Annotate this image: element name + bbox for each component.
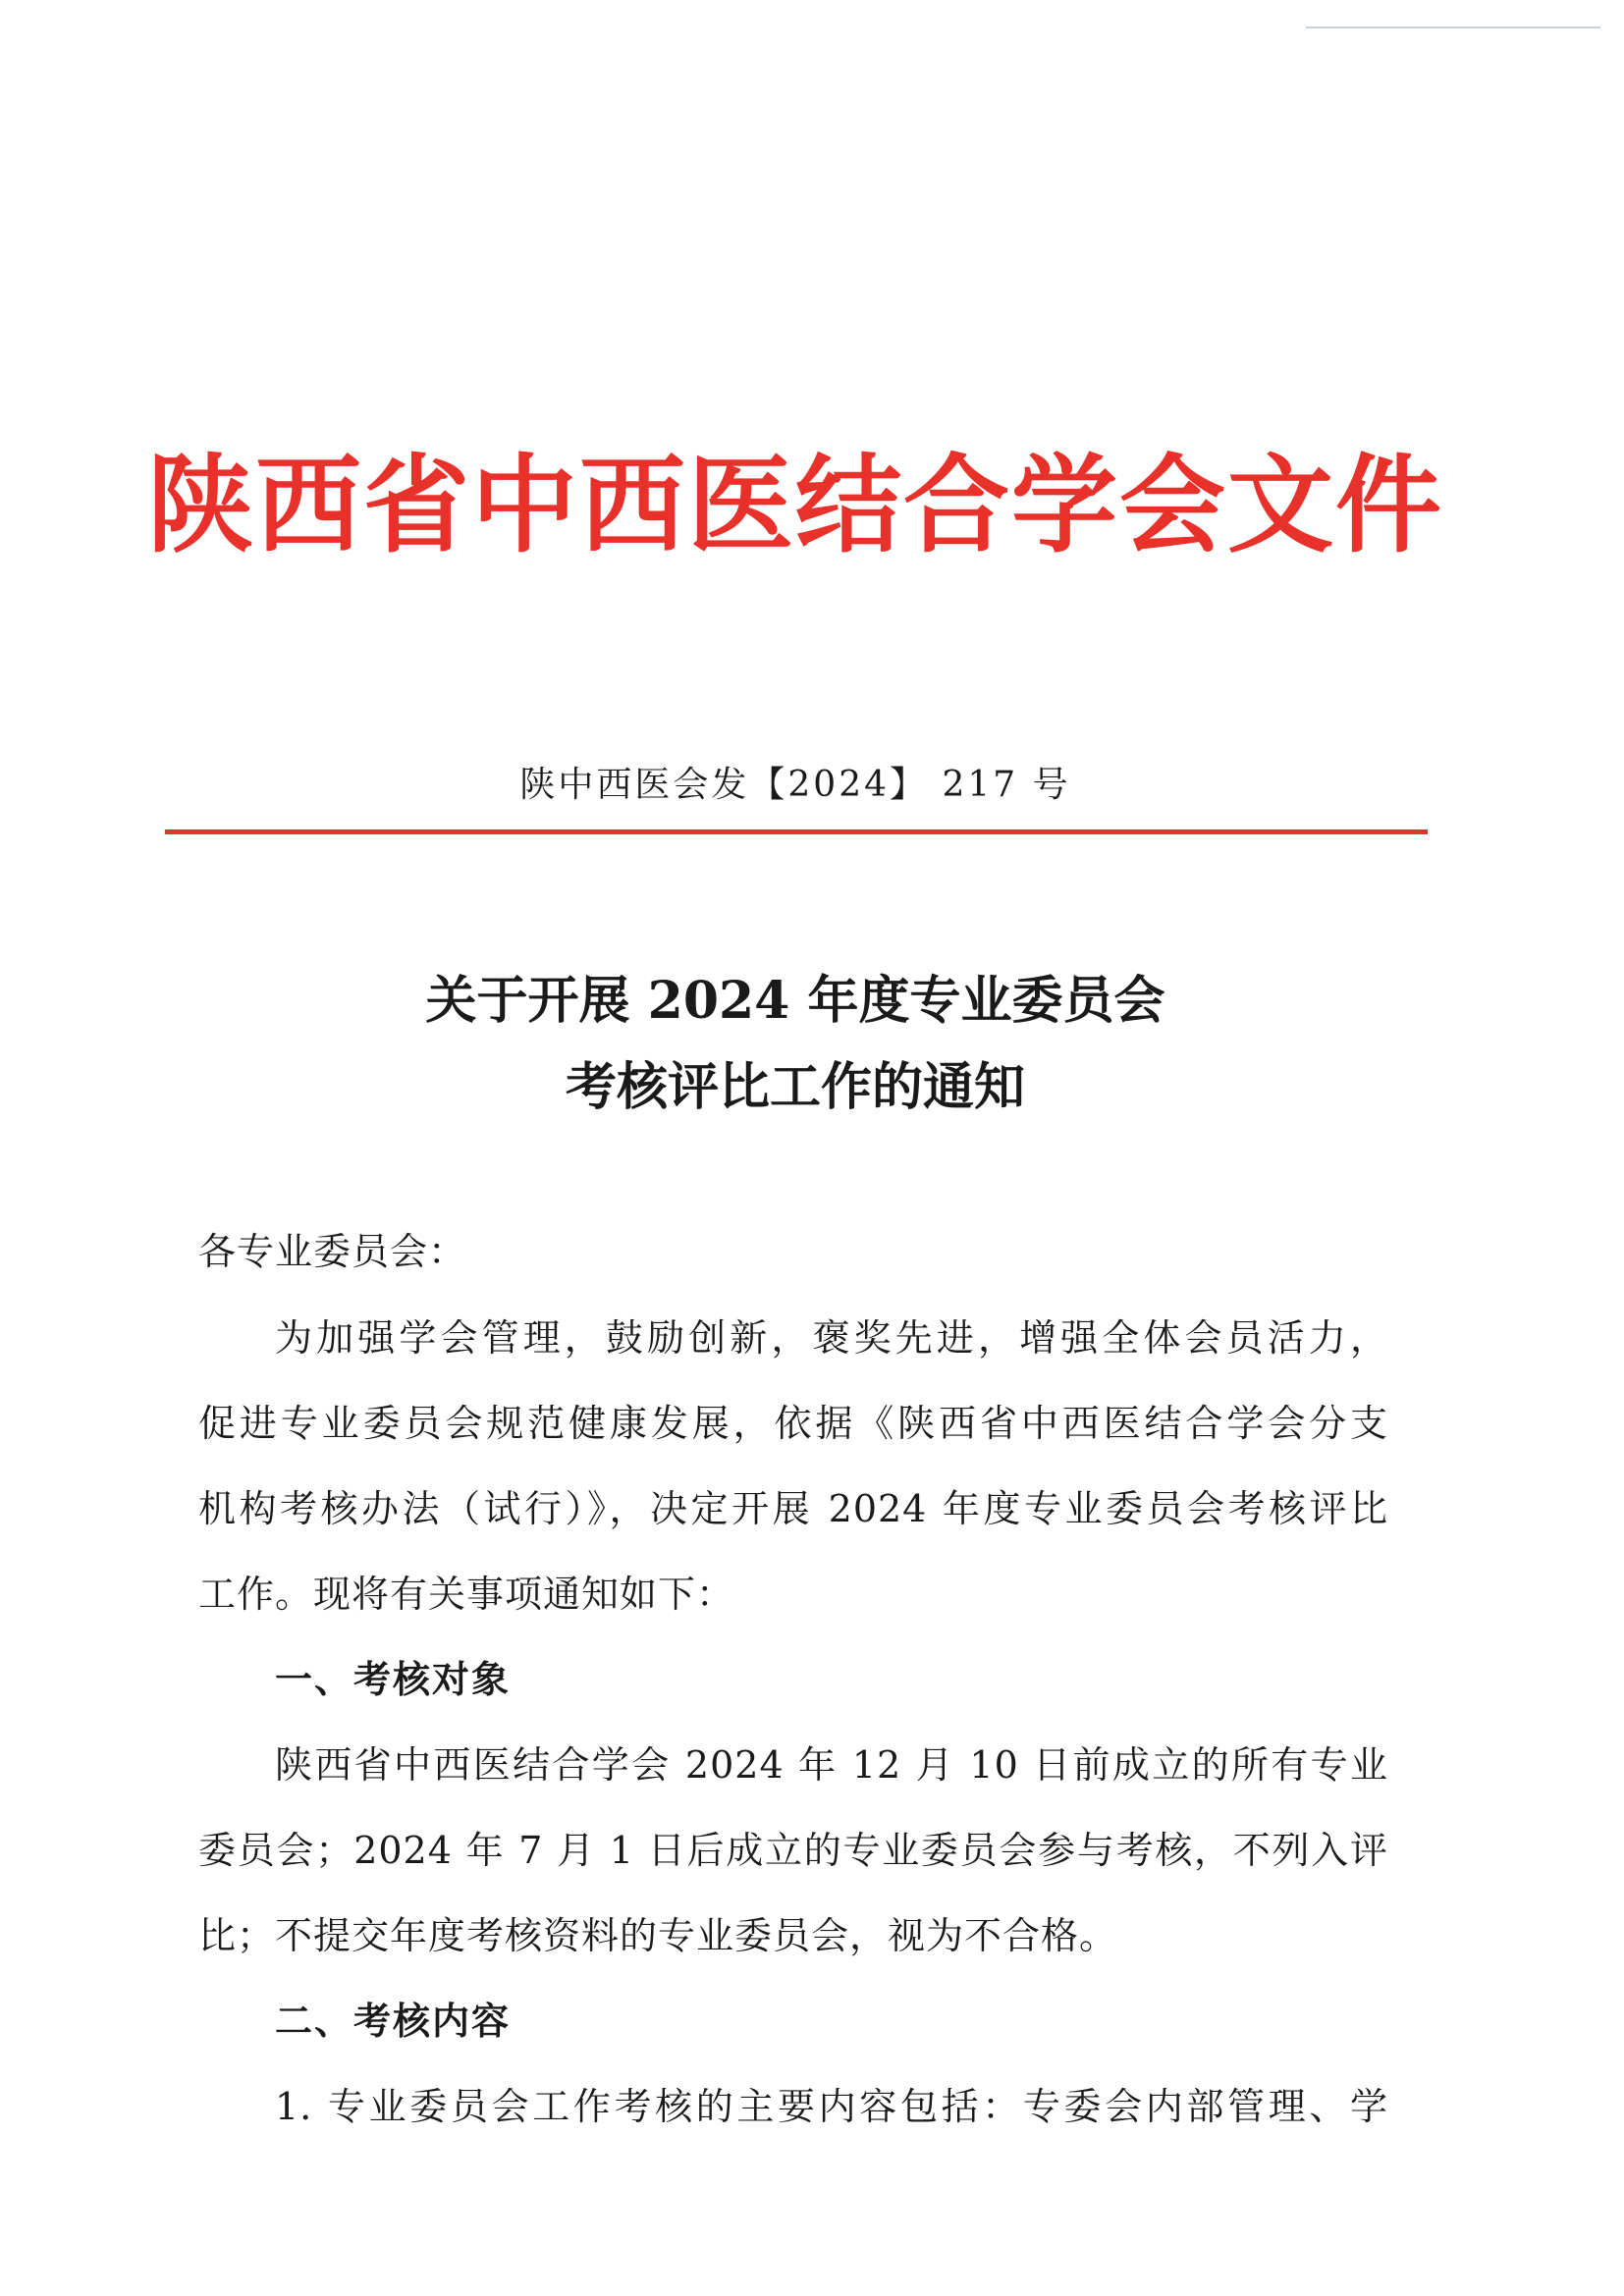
scan-artifact-line [1306, 27, 1600, 28]
document-number: 陕中西医会发【2024】 217 号 [519, 765, 1071, 805]
section-1-line-2: 委员会；2024 年 7 月 1 日后成立的专业委员会参与考核，不列入评 [198, 1829, 1388, 1872]
intro-line-2: 促进专业委员会规范健康发展，依据《陕西省中西医结合学会分支 [198, 1402, 1388, 1445]
section-1-line-3: 比；不提交年度考核资料的专业委员会，视为不合格。 [198, 1914, 1118, 1957]
red-divider [165, 829, 1428, 834]
document-title-line-1: 关于开展 2024 年度专业委员会 [425, 971, 1165, 1031]
intro-line-1: 为加强学会管理，鼓励创新，褒奖先进，增强全体会员活力， [275, 1316, 1388, 1360]
section-1-line-1: 陕西省中西医结合学会 2024 年 12 月 10 日前成立的所有专业 [275, 1743, 1388, 1787]
salutation: 各专业委员会： [198, 1230, 467, 1273]
section-2-heading: 二、考核内容 [275, 1999, 512, 2043]
org-heading: 陕西省中西医结合学会文件 [146, 444, 1443, 567]
section-1-heading: 一、考核对象 [275, 1657, 512, 1701]
section-2-line-1: 1. 专业委员会工作考核的主要内容包括：专委会内部管理、学 [275, 2085, 1388, 2128]
intro-line-3: 机构考核办法（试行）》，决定开展 2024 年度专业委员会考核评比 [198, 1487, 1388, 1530]
intro-line-4: 工作。现将有关事项通知如下： [198, 1573, 735, 1616]
document-title-line-2: 考核评比工作的通知 [565, 1057, 1025, 1117]
